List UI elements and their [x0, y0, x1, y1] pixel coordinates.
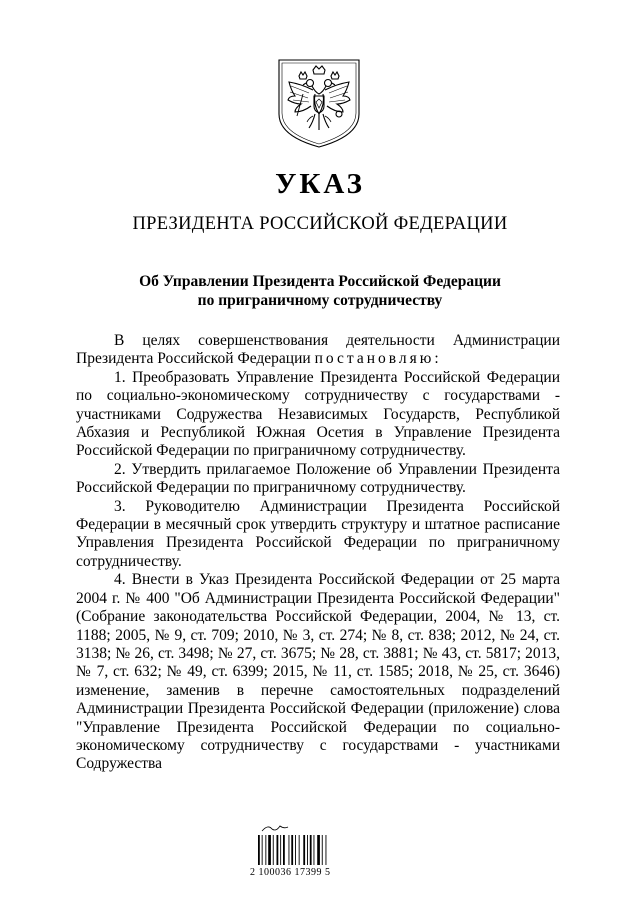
- intro-paragraph: [76, 332, 560, 369]
- barcode-number: 2 100036 17399 5: [250, 867, 331, 878]
- paragraph-3: 3. Руководителю Администрации Президента Российской Федерации в месячный срок утвердить структуру и штатное расписание Управления Президента Российской Федерации по приграничному сотрудничеству.: [76, 497, 560, 570]
- decree-heading-line-1: Об Управлении Президента Российской Федерации: [139, 273, 501, 290]
- barcode-icon: [258, 835, 338, 865]
- document-title: УКАЗ: [275, 168, 365, 200]
- paragraph-2: 2. Утвердить прилагаемое Положение об Управлении Президента Российской Федерации по приграничному сотрудничеству.: [76, 460, 560, 497]
- intro-keyword: постановляю: [314, 350, 435, 368]
- barcode: [250, 823, 360, 883]
- coat-of-arms-icon: [275, 56, 363, 150]
- decree-heading: [0, 272, 640, 310]
- paragraph-4: 4. Внести в Указ Президента Российской Федерации от 25 марта 2004 г. № 400 "Об Администрации Президента Российской Федерации" (Собрание законодательства Российской Федерации, 2004, № 13, ст. 1188; 2005, № 9, ст. 709; 2010, № 3, ст. 274; № 8, ст. 838; 2012, № 24, ст. 3138; № 26, ст. 3498; № 27, ст. 3675; № 28, ст. 3881; № 43, ст. 5817; 2013, № 7, ст. 632; № 49, ст. 6399; 2015, № 11, ст. 1585; 2018, № 25, ст. 3646) изменение, заменив в перечне самостоятельных подразделений Администрации Президента Российской Федерации (приложение) слова "Управление Президента Российской Федерации по социально-экономическому сотрудничеству с государствами - участниками Содружества: [76, 571, 560, 773]
- decree-heading-line-2: по приграничному сотрудничеству: [197, 292, 443, 309]
- paragraph-1: 1. Преобразовать Управление Президента Российской Федерации по социально-экономическому сотрудничеству с государствами - участниками Содружества Независимых Государств, Республикой Абхазия и Республикой Южная Осетия в Управление Президента Российской Федерации по приграничному сотрудничеству.: [76, 368, 560, 460]
- document-subtitle: ПРЕЗИДЕНТА РОССИЙСКОЙ ФЕДЕРАЦИИ: [132, 214, 508, 234]
- intro-text: В целях совершенствования деятельности Администрации Президента Российской Федерации: [76, 332, 560, 368]
- decree-body: [76, 332, 560, 774]
- intro-end: :: [434, 350, 439, 368]
- signature-mark-icon: [260, 823, 290, 833]
